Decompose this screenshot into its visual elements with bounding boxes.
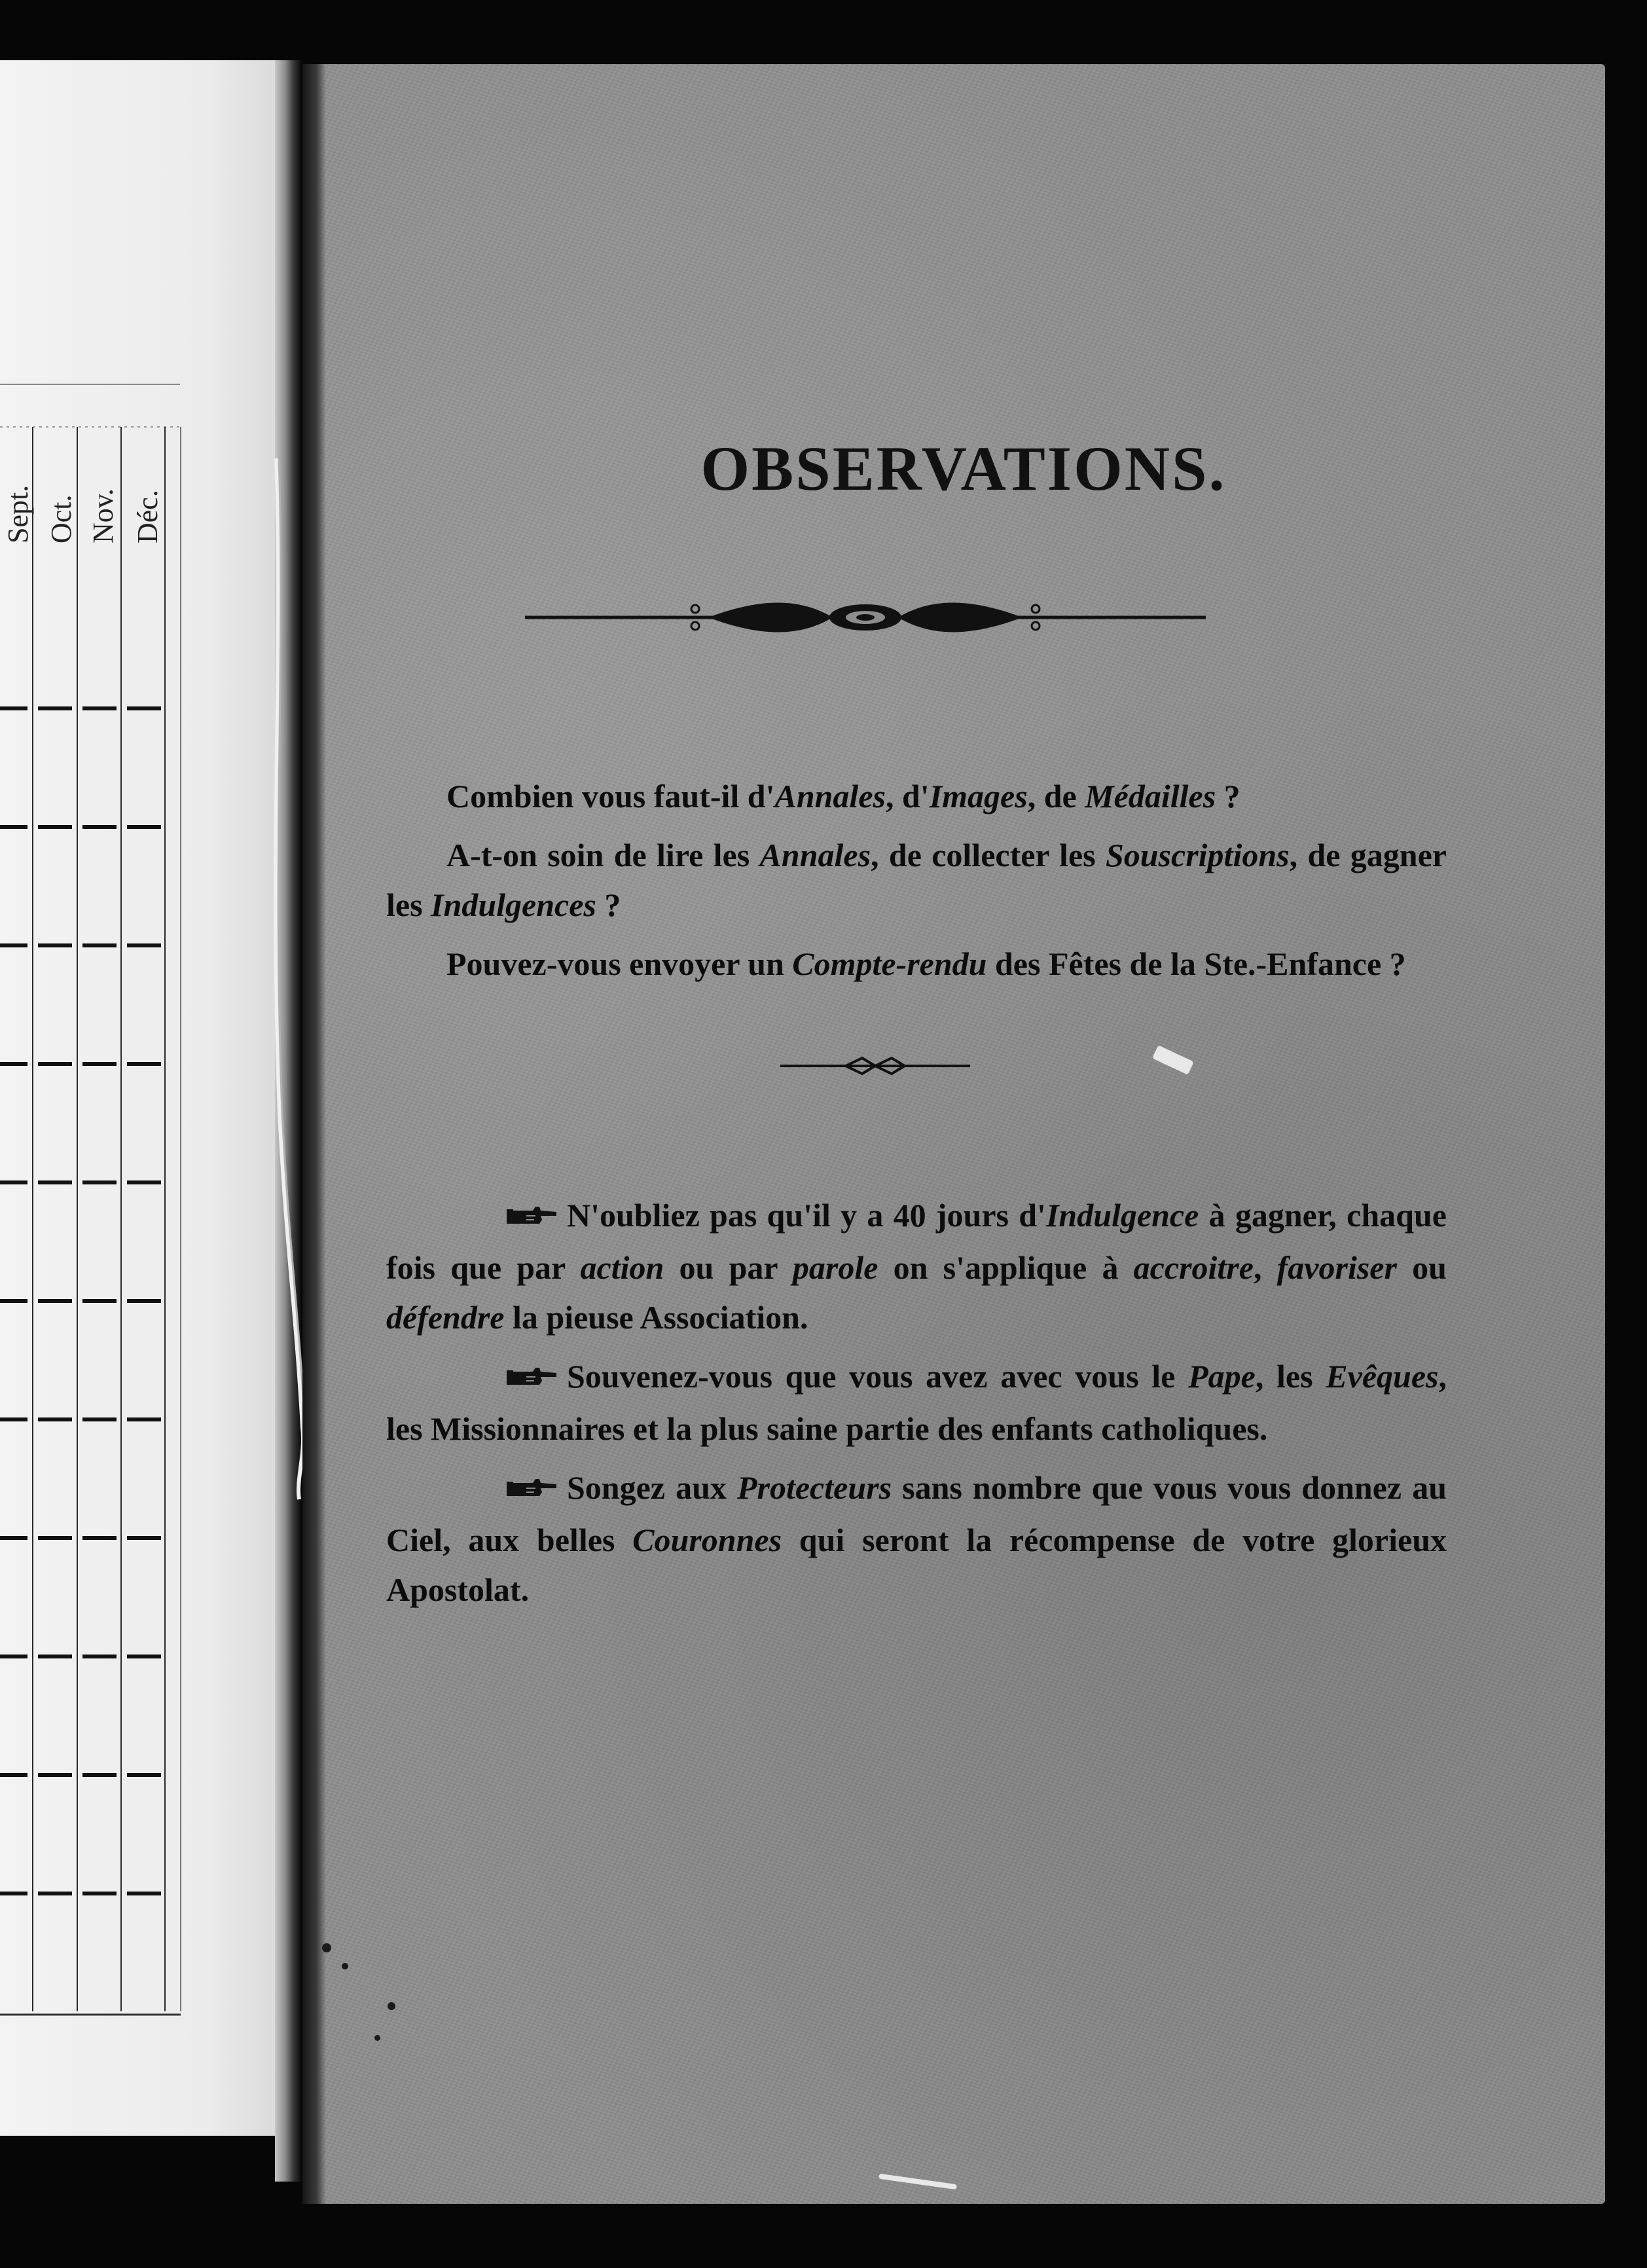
pointing-hand-icon [446,1465,558,1515]
text-run: Souvenez-vous que vous avez avec vous le [567,1358,1189,1395]
question-paragraph [386,771,1447,821]
text-run: Songez aux [567,1469,737,1506]
emphasized-term: Compte-rendu [792,945,987,982]
emphasized-term: accroitre [1133,1249,1254,1286]
text-run: la pieuse Association. [504,1299,808,1336]
emphasized-term: Pape [1188,1358,1256,1395]
text-run: , de collecter les [871,837,1106,873]
text-run: N'oubliez pas qu'il y a 40 jours d' [567,1197,1046,1234]
note-paragraph [386,1463,1447,1615]
left-page-register [0,60,296,2136]
question-paragraph [386,830,1447,930]
text-run: A-t-on soin de lire les [446,837,760,873]
text-run: ? [1216,778,1240,814]
observations-page [302,64,1605,2204]
emphasized-term: défendre [386,1299,505,1336]
scan-blemish [1152,1045,1194,1074]
note-paragraph [386,1351,1447,1454]
text-run: des Fêtes de la Ste.-Enfance ? [986,945,1406,982]
emphasized-term: Annales [759,837,871,873]
page-gutter-shadow [302,64,326,2204]
text-run: ? [596,887,621,923]
page-title: OBSERVATIONS. [700,433,1227,503]
text-run: , de gagner les [386,837,1447,923]
month-header-nov: Nov. [87,488,119,543]
emphasized-term: Indulgence [1045,1197,1199,1234]
text-run: , de [1027,778,1085,814]
emphasized-term: Couronnes [632,1522,782,1558]
questions-section [386,771,1447,998]
text-run: , les [1255,1358,1326,1395]
text-run: , les Missionnaires et la plus saine partie des enfants catholiques. [386,1358,1447,1447]
month-header-oct: Oct. [45,494,77,543]
emphasized-term: Annales [774,778,886,814]
emphasized-term: parole [792,1249,878,1286]
notes-section [386,1190,1447,1624]
month-header-sept: Sept. [2,485,34,543]
text-run: Combien vous faut-il d' [446,778,775,814]
emphasized-term: Souscriptions [1105,837,1290,873]
ink-speck [374,2035,380,2041]
text-run: à gagner, chaque fois que par [386,1197,1447,1286]
emphasized-term: Protecteurs [736,1469,892,1506]
text-run: ou par [664,1249,793,1286]
month-header-dec: Déc. [132,490,164,543]
emphasized-term: action [580,1249,664,1286]
ink-speck [388,2002,395,2010]
text-run: , d' [885,778,930,814]
emphasized-term: Médailles [1085,778,1216,814]
ink-speck [342,1963,348,1969]
emphasized-term: Evêques [1326,1358,1439,1395]
question-paragraph [386,939,1447,989]
register-grid [0,60,296,2136]
text-run: sans nombre que vous vous donnez au Ciel, aux belles [386,1469,1447,1558]
pointing-hand-icon [446,1354,558,1404]
emphasized-term: favoriser [1276,1249,1397,1286]
emphasized-term: Images [929,778,1028,814]
emphasized-term: Indulgences [431,887,596,923]
text-run: ou [1396,1249,1447,1286]
note-paragraph [386,1190,1447,1342]
text-run: on s'applique à [878,1249,1134,1286]
middle-divider-ornament [780,1053,977,1079]
text-run: , [1253,1249,1277,1286]
pointing-hand-icon [446,1193,558,1243]
ink-speck [322,1943,331,1952]
top-divider-ornament [525,594,1219,640]
text-run: qui seront la récompense de votre glorieux Apostolat. [386,1522,1447,1608]
text-run: Pouvez-vous envoyer un [446,945,793,982]
scan-blemish [878,2174,957,2190]
